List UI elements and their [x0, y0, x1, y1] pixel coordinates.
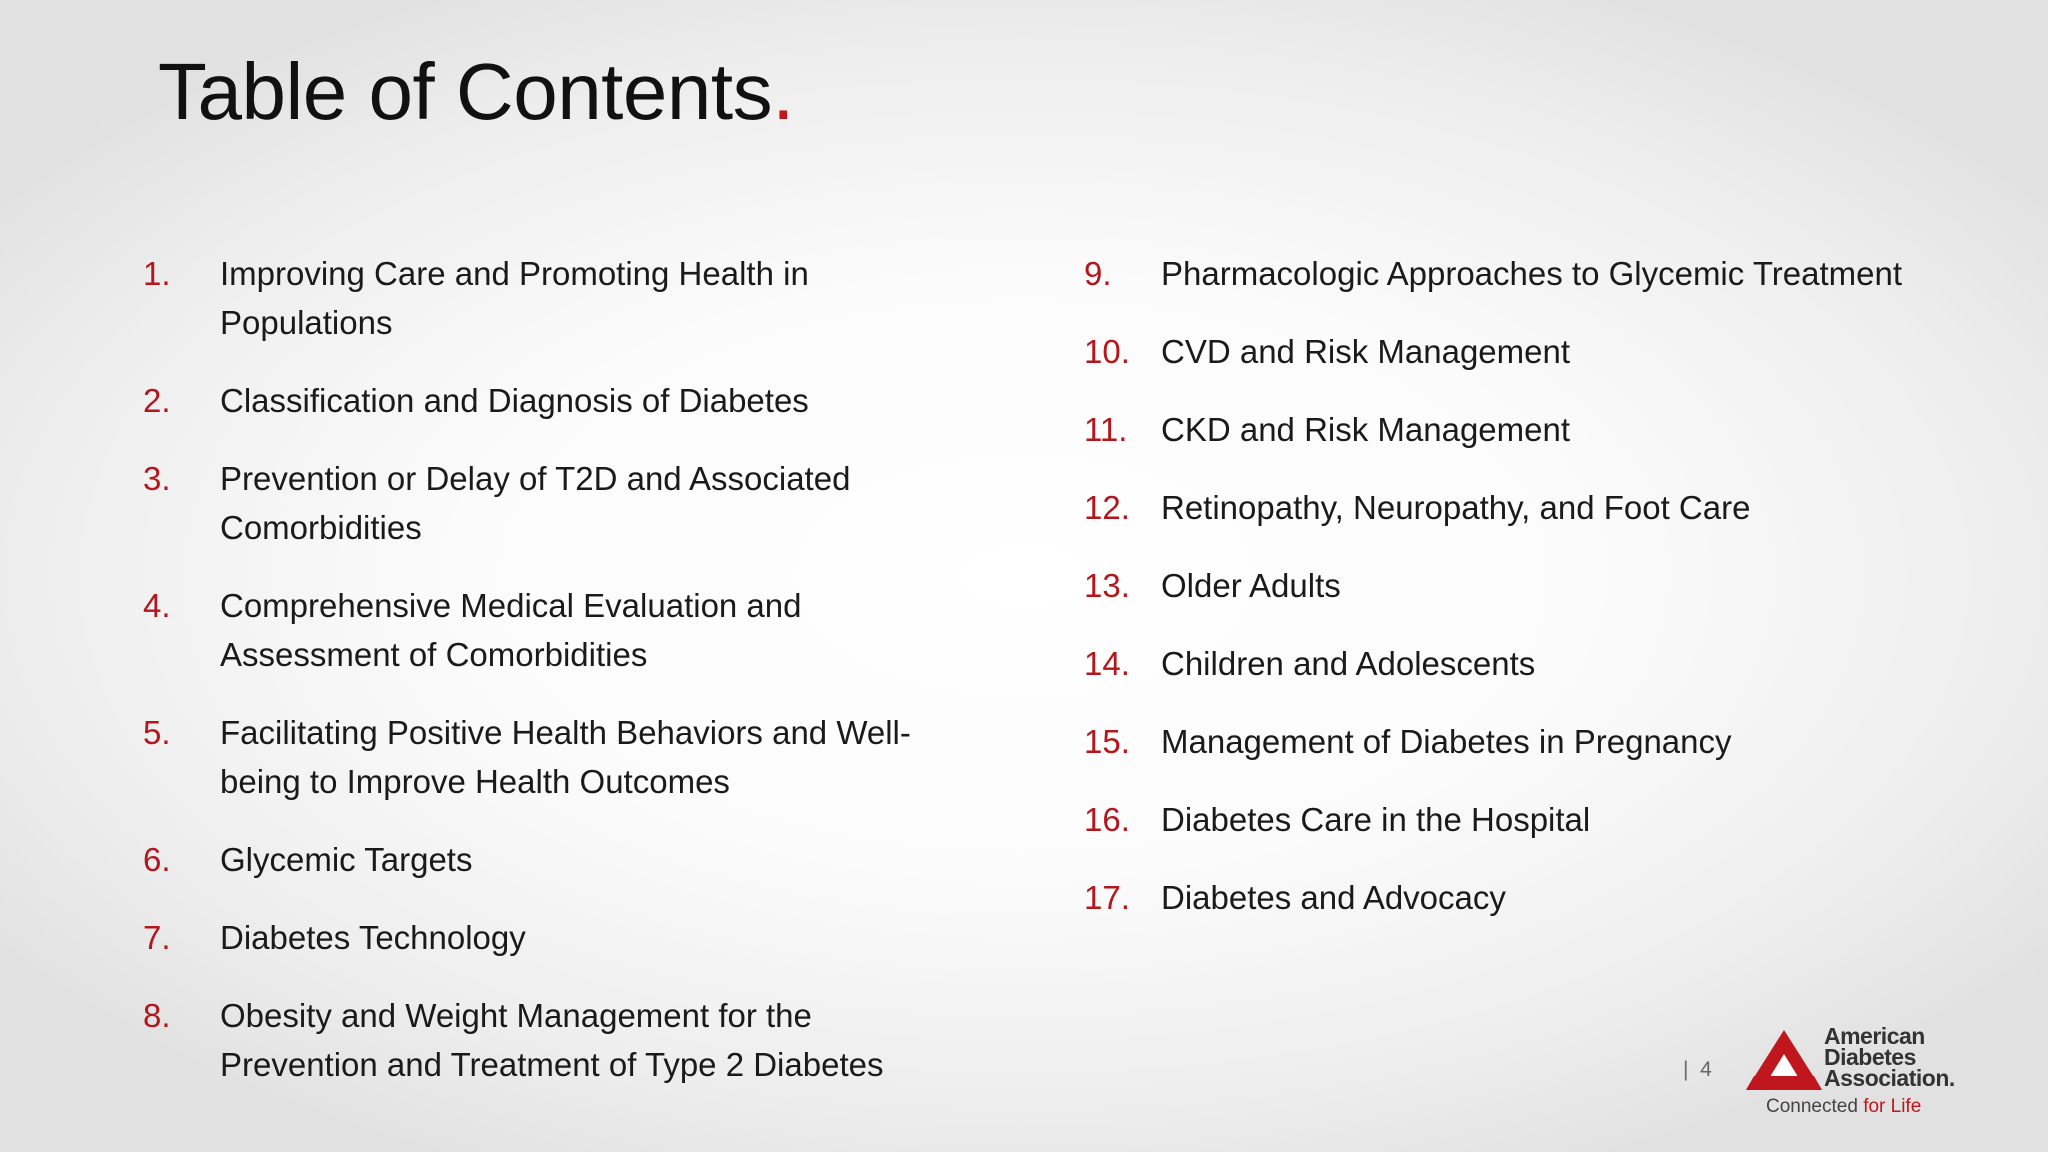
toc-item-14 — [1084, 639, 1904, 688]
toc-item-12 — [1084, 483, 1904, 532]
toc-item-text: Facilitating Positive Health Behaviors and Well-being to Improve Health Outcomes — [220, 714, 911, 800]
toc-item-number: 12. — [1084, 489, 1130, 526]
toc-item-number: 14. — [1084, 645, 1130, 682]
toc-item-9 — [1084, 249, 1904, 298]
logo-tagline — [1766, 1096, 1921, 1118]
toc-item-text: Children and Adolescents — [1161, 645, 1536, 682]
ada-triangle-logo-icon — [1744, 1028, 1824, 1092]
toc-item-number: 7. — [143, 919, 171, 956]
logo-tagline-part-2: for Life — [1863, 1096, 1922, 1117]
toc-item-number: 1. — [143, 255, 171, 292]
toc-item-number: 17. — [1084, 879, 1130, 916]
toc-item-number: 2. — [143, 382, 171, 419]
toc-item-16 — [1084, 795, 1904, 844]
toc-item-text: Glycemic Targets — [220, 841, 473, 878]
toc-item-6 — [143, 835, 973, 884]
toc-item-text: Improving Care and Promoting Health in Populations — [220, 255, 809, 341]
toc-item-text: Management of Diabetes in Pregnancy — [1161, 723, 1732, 760]
toc-item-number: 15. — [1084, 723, 1130, 760]
title-text: Table of Contents — [158, 47, 773, 136]
toc-left-column — [143, 249, 973, 1118]
toc-item-number: 4. — [143, 587, 171, 624]
toc-item-number: 8. — [143, 997, 171, 1034]
toc-item-8 — [143, 991, 973, 1089]
toc-item-number: 9. — [1084, 255, 1112, 292]
toc-item-text: Retinopathy, Neuropathy, and Foot Care — [1161, 489, 1751, 526]
toc-item-text: Comprehensive Medical Evaluation and Assessment of Comorbidities — [220, 587, 802, 673]
toc-item-number: 6. — [143, 841, 171, 878]
toc-item-text: Classification and Diagnosis of Diabetes — [220, 382, 809, 419]
page-title — [158, 47, 794, 136]
toc-item-7 — [143, 913, 973, 962]
toc-item-text: Diabetes Care in the Hospital — [1161, 801, 1591, 838]
toc-item-11 — [1084, 405, 1904, 454]
toc-item-number: 3. — [143, 460, 171, 497]
toc-item-text: Obesity and Weight Management for the Prevention and Treatment of Type 2 Diabetes — [220, 997, 884, 1083]
toc-item-text: Prevention or Delay of T2D and Associated Comorbidities — [220, 460, 851, 546]
logo-name-line-3: Association. — [1824, 1065, 1955, 1091]
page-number-value: 4 — [1700, 1058, 1712, 1081]
toc-right-column — [1084, 249, 1904, 951]
toc-item-number: 10. — [1084, 333, 1130, 370]
toc-item-3 — [143, 454, 973, 552]
logo-name-line-1: American — [1824, 1023, 1925, 1049]
toc-item-text: Pharmacologic Approaches to Glycemic Treatment — [1161, 255, 1903, 292]
toc-item-5 — [143, 708, 973, 806]
toc-item-number: 11. — [1084, 411, 1128, 448]
toc-item-2 — [143, 376, 973, 425]
title-dot: . — [772, 47, 794, 136]
toc-item-13 — [1084, 561, 1904, 610]
toc-item-10 — [1084, 327, 1904, 376]
toc-item-number: 16. — [1084, 801, 1130, 838]
toc-item-17 — [1084, 873, 1904, 922]
toc-item-1 — [143, 249, 973, 347]
page-number — [1683, 1058, 1712, 1082]
toc-item-text: CVD and Risk Management — [1161, 333, 1571, 370]
toc-item-number: 13. — [1084, 567, 1130, 604]
page-separator: | — [1683, 1058, 1689, 1081]
ada-logo — [1740, 1024, 1980, 1124]
logo-tagline-part-1: Connected — [1766, 1096, 1864, 1117]
logo-name-line-2: Diabetes — [1824, 1044, 1916, 1070]
toc-item-text: Older Adults — [1161, 567, 1341, 604]
toc-item-15 — [1084, 717, 1904, 766]
toc-item-number: 5. — [143, 714, 171, 751]
toc-item-text: Diabetes and Advocacy — [1161, 879, 1506, 916]
logo-name — [1824, 1023, 1955, 1091]
toc-item-text: Diabetes Technology — [220, 919, 526, 956]
toc-item-text: CKD and Risk Management — [1161, 411, 1571, 448]
toc-item-4 — [143, 581, 973, 679]
